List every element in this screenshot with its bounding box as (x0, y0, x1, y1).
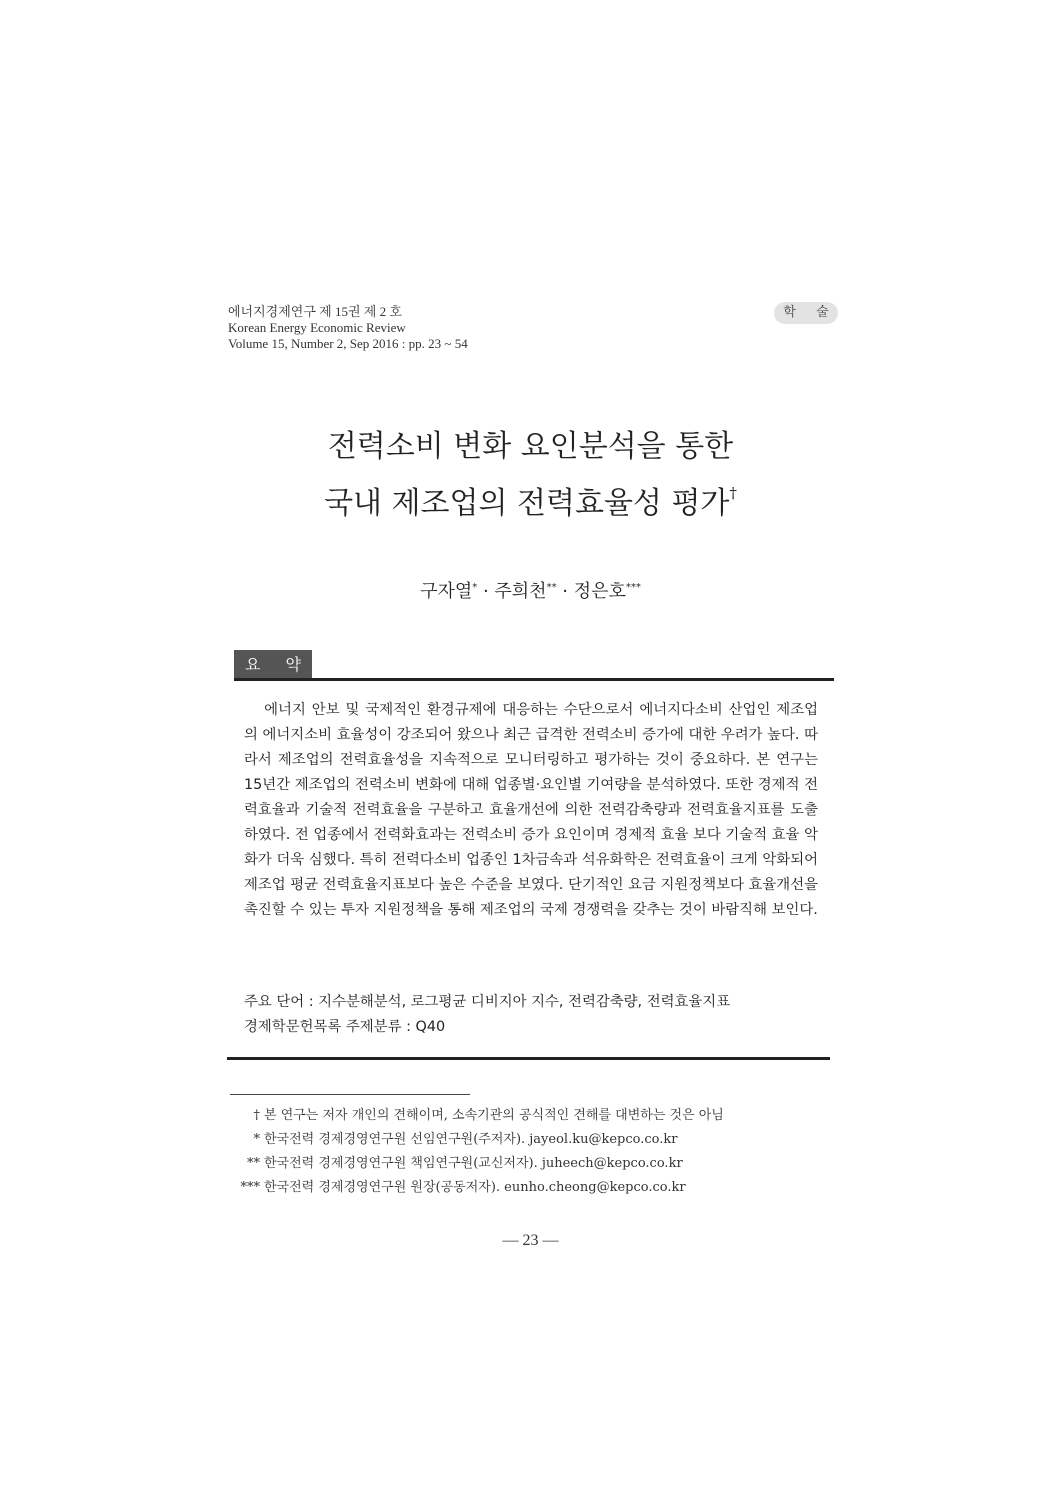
journal-info (228, 304, 468, 352)
paper-title (0, 422, 1061, 529)
author-list (0, 577, 1061, 603)
author-mark: *** (625, 582, 641, 593)
title-line-2 (0, 472, 1061, 529)
abstract-body (244, 698, 818, 923)
footnote-text: 한국전력 경제경영연구원 선임연구원(주저자). jayeol.ku@kepco.co.kr (264, 1132, 678, 1147)
footnote (232, 1152, 832, 1176)
footnote-mark: † (253, 1108, 260, 1123)
footnote-text: 한국전력 경제경영연구원 책임연구원(교신저자). juheech@kepco.co.kr (264, 1156, 683, 1171)
jel-classification-line: 경제학문헌목록 주제분류 : Q40 (244, 1019, 446, 1035)
footnote-mark: * (253, 1132, 260, 1147)
abstract-text: 에너지 안보 및 국제적인 환경규제에 대응하는 수단으로서 에너지다소비 산업인 제조업의 에너지소비 효율성이 강조되어 왔으나 최근 급격한 전력소비 증가에 대한 우려가 높다. 따라서 제조업의 전력효율성을 지속적으로 모니터링하고 평가하는 것이 중요하다. 본 연구는 15년간 제조업의 전력소비 변화에 대해 업종별·요인별 기여량을 분석하였다. 또한 경제적 전력효율과 기술적 전력효율을 구분하고 효율개선에 의한 전력감축량과 전력효율지표를 도출하였다. 전 업종에서 전력화효과는 전력소비 증가 요인이며 경제적 효율 보다 기술적 효율 악화가 더욱 심했다. 특히 전력다소비 업종인 1차금속과 석유화학은 전력효율이 크게 악화되어 제조업 평균 전력효율지표보다 높은 수준을 보였다. 단기적인 요금 지원정책보다 효율개선을 촉진할 수 있는 투자 지원정책을 통해 제조업의 국제 경쟁력을 갖추는 것이 바람직해 보인다. (244, 702, 818, 918)
page-number: — 23 — (502, 1232, 559, 1249)
abstract-top-rule (234, 678, 834, 681)
title-line-2-text: 국내 제조업의 전력효율성 평가 (324, 486, 730, 521)
author-mark: * (472, 582, 478, 593)
footnote (232, 1128, 832, 1152)
keywords-block (244, 990, 730, 1040)
abstract-bottom-rule (227, 1057, 830, 1060)
footnote-mark: *** (240, 1180, 260, 1195)
author-mark: ** (546, 582, 557, 593)
abstract-heading: 요 약 (234, 650, 312, 680)
author-name: 주희천 (494, 581, 547, 602)
footnotes (232, 1104, 832, 1200)
footnote (232, 1104, 832, 1128)
author-name: 정은호 (573, 581, 626, 602)
journal-name-english: Korean Energy Economic Review (228, 320, 406, 335)
footnote-text: 본 연구는 저자 개인의 견해이며, 소속기관의 공식적인 견해를 대변하는 것은 아님 (264, 1108, 724, 1123)
keywords-line: 주요 단어 : 지수분해분석, 로그평균 디비지아 지수, 전력감축량, 전력효율지표 (244, 994, 731, 1010)
title-line-1: 전력소비 변화 요인분석을 통한 (327, 429, 734, 464)
category-badge: 학 술 (774, 302, 838, 324)
footnote (232, 1176, 832, 1200)
title-footnote-mark: † (729, 484, 737, 502)
footnote-rule (230, 1094, 470, 1095)
footnote-text: 한국전력 경제경영연구원 원장(공동저자). eunho.cheong@kepco.co.kr (264, 1180, 686, 1195)
author-separator: · (477, 581, 495, 602)
author-name: 구자열 (420, 581, 473, 602)
author-separator: · (556, 581, 574, 602)
journal-volume-pages: Volume 15, Number 2, Sep 2016 : pp. 23 ~ 54 (228, 336, 468, 351)
footnote-mark: ** (247, 1156, 260, 1171)
journal-name-korean: 에너지경제연구 제 15권 제 2 호 (228, 304, 402, 319)
